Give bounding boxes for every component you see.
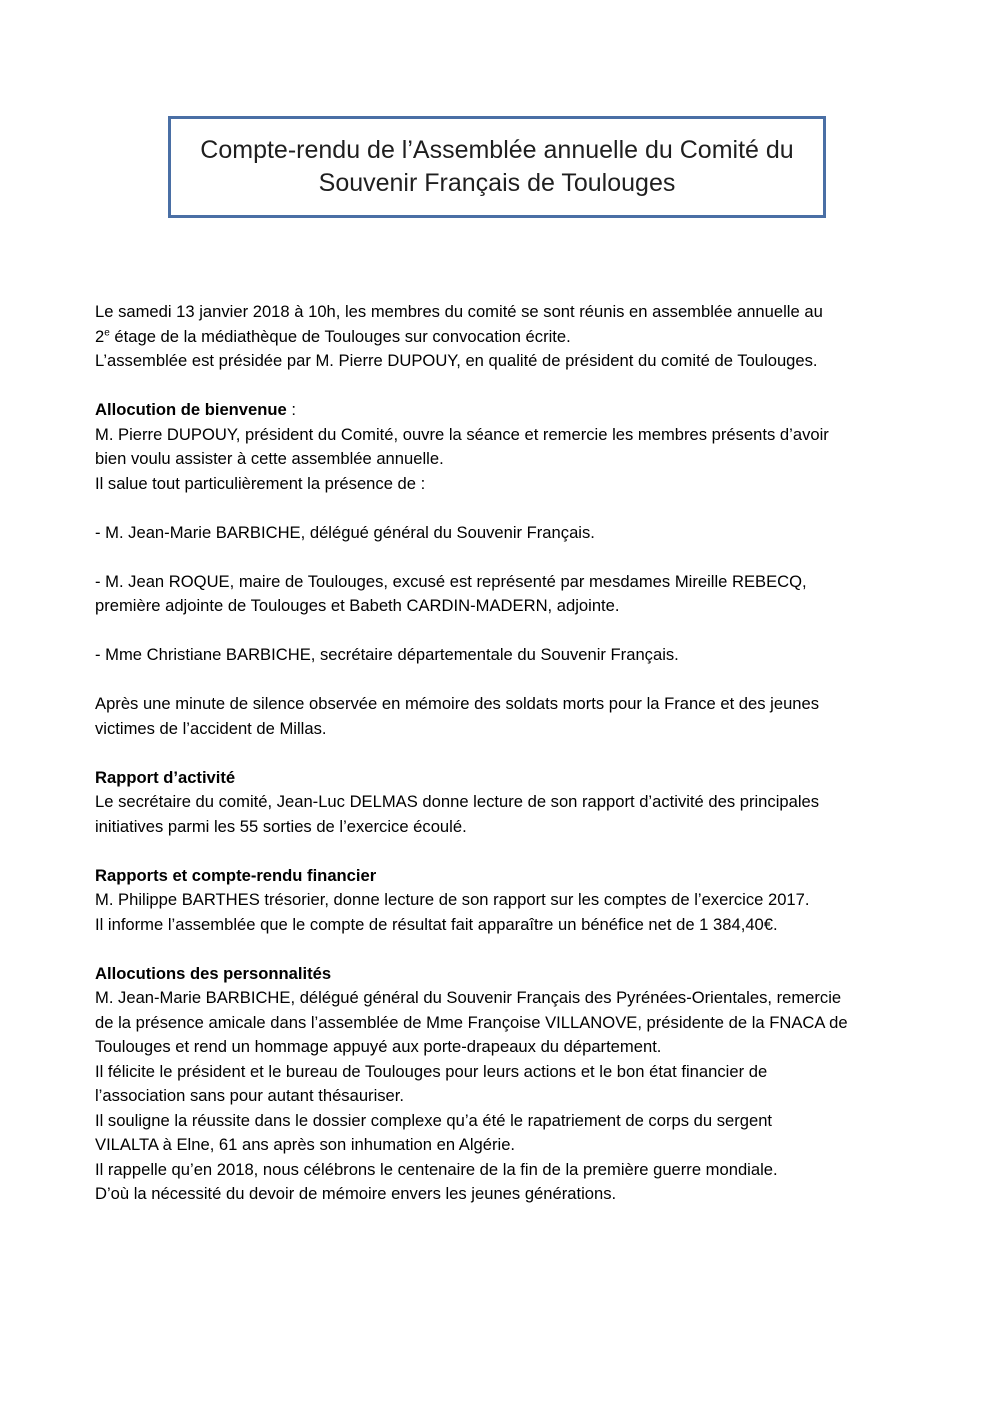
personnalites-line-4: Il félicite le président et le bureau de Toulouges pour leurs actions et le bon état financier de xyxy=(95,1061,768,1081)
spacer xyxy=(95,496,905,521)
intro-line-2-rest: étage de la médiathèque de Toulouges sur convocation écrite. xyxy=(109,326,571,346)
personnalites-line-5: l’association sans pour autant thésauriser. xyxy=(95,1086,405,1105)
title-line-2: Souvenir Français de Toulouges xyxy=(318,169,676,197)
floor-superscript: e xyxy=(104,326,110,338)
spacer xyxy=(95,619,905,644)
intro-line-1: Le samedi 13 janvier 2018 à 10h, les membres du comité se sont réunis en assemblée annuelle au xyxy=(95,302,823,321)
intro-line-2 xyxy=(95,325,905,350)
financier-heading: Rapports et compte-rendu financier xyxy=(95,865,377,885)
bienvenue-line-2: bien voulu assister à cette assemblée annuelle. xyxy=(95,449,444,468)
personnalites-line-9: D’où la nécessité du devoir de mémoire envers les jeunes générations. xyxy=(95,1184,617,1203)
bienvenue-line-3: Il salue tout particulièrement la présence de : xyxy=(95,473,426,493)
intro-line-3: L’assemblée est présidée par M. Pierre DUPOUY, en qualité de président du comité de Toulouges. xyxy=(95,351,818,370)
presence-item-2b: première adjointe de Toulouges et Babeth CARDIN-MADERN, adjointe. xyxy=(95,596,620,615)
bienvenue-line-1: M. Pierre DUPOUY, président du Comité, ouvre la séance et remercie les membres présents d’avoir xyxy=(95,424,829,444)
activite-line-1: Le secrétaire du comité, Jean-Luc DELMAS donne lecture de son rapport d’activité des principales xyxy=(95,792,820,811)
spacer xyxy=(95,839,905,864)
document-title xyxy=(200,134,793,200)
personnalites-line-7: VILALTA à Elne, 61 ans après son inhumation en Algérie. xyxy=(95,1135,516,1154)
spacer xyxy=(95,937,905,962)
bienvenue-heading-line xyxy=(95,398,905,423)
personnalites-line-8: Il rappelle qu’en 2018, nous célébrons le centenaire de la fin de la première guerre mondiale. xyxy=(95,1159,778,1179)
presence-item-2a: - M. Jean ROQUE, maire de Toulouges, excusé est représenté par mesdames Mireille REBECQ, xyxy=(95,571,807,591)
document-body xyxy=(95,300,905,1207)
activite-line-2: initiatives parmi les 55 sorties de l’exercice écoulé. xyxy=(95,816,467,836)
spacer xyxy=(95,668,905,693)
personnalites-line-1: M. Jean-Marie BARBICHE, délégué général du Souvenir Français des Pyrénées-Orientales, remercie xyxy=(95,988,842,1007)
floor-number: 2 xyxy=(95,326,105,346)
personnalites-line-6: Il souligne la réussite dans le dossier complexe qu’a été le rapatriement de corps du sergent xyxy=(95,1110,773,1130)
bienvenue-heading: Allocution de bienvenue xyxy=(95,400,287,419)
personnalites-heading: Allocutions des personnalités xyxy=(95,963,332,983)
spacer xyxy=(95,545,905,570)
bienvenue-heading-suffix: : xyxy=(286,400,297,419)
spacer xyxy=(95,741,905,766)
presence-item-3: - Mme Christiane BARBICHE, secrétaire départementale du Souvenir Français. xyxy=(95,645,679,664)
presence-item-1: - M. Jean-Marie BARBICHE, délégué général du Souvenir Français. xyxy=(95,522,595,542)
spacer xyxy=(95,374,905,399)
silence-line-1: Après une minute de silence observée en mémoire des soldats morts pour la France et des jeunes xyxy=(95,694,820,713)
activite-heading: Rapport d’activité xyxy=(95,767,236,787)
title-box xyxy=(168,116,826,218)
financier-line-1: M. Philippe BARTHES trésorier, donne lecture de son rapport sur les comptes de l’exercice 2017. xyxy=(95,890,810,909)
personnalites-line-3: Toulouges et rend un hommage appuyé aux porte-drapeaux du département. xyxy=(95,1037,662,1056)
financier-line-2: Il informe l’assemblée que le compte de résultat fait apparaître un bénéfice net de 1 384,40€. xyxy=(95,914,778,934)
title-line-1: Compte-rendu de l’Assemblée annuelle du Comité du xyxy=(200,136,794,164)
personnalites-line-2: de la présence amicale dans l’assemblée de Mme Françoise VILLANOVE, présidente de la FNACA de xyxy=(95,1012,848,1032)
silence-line-2: victimes de l’accident de Millas. xyxy=(95,718,327,738)
